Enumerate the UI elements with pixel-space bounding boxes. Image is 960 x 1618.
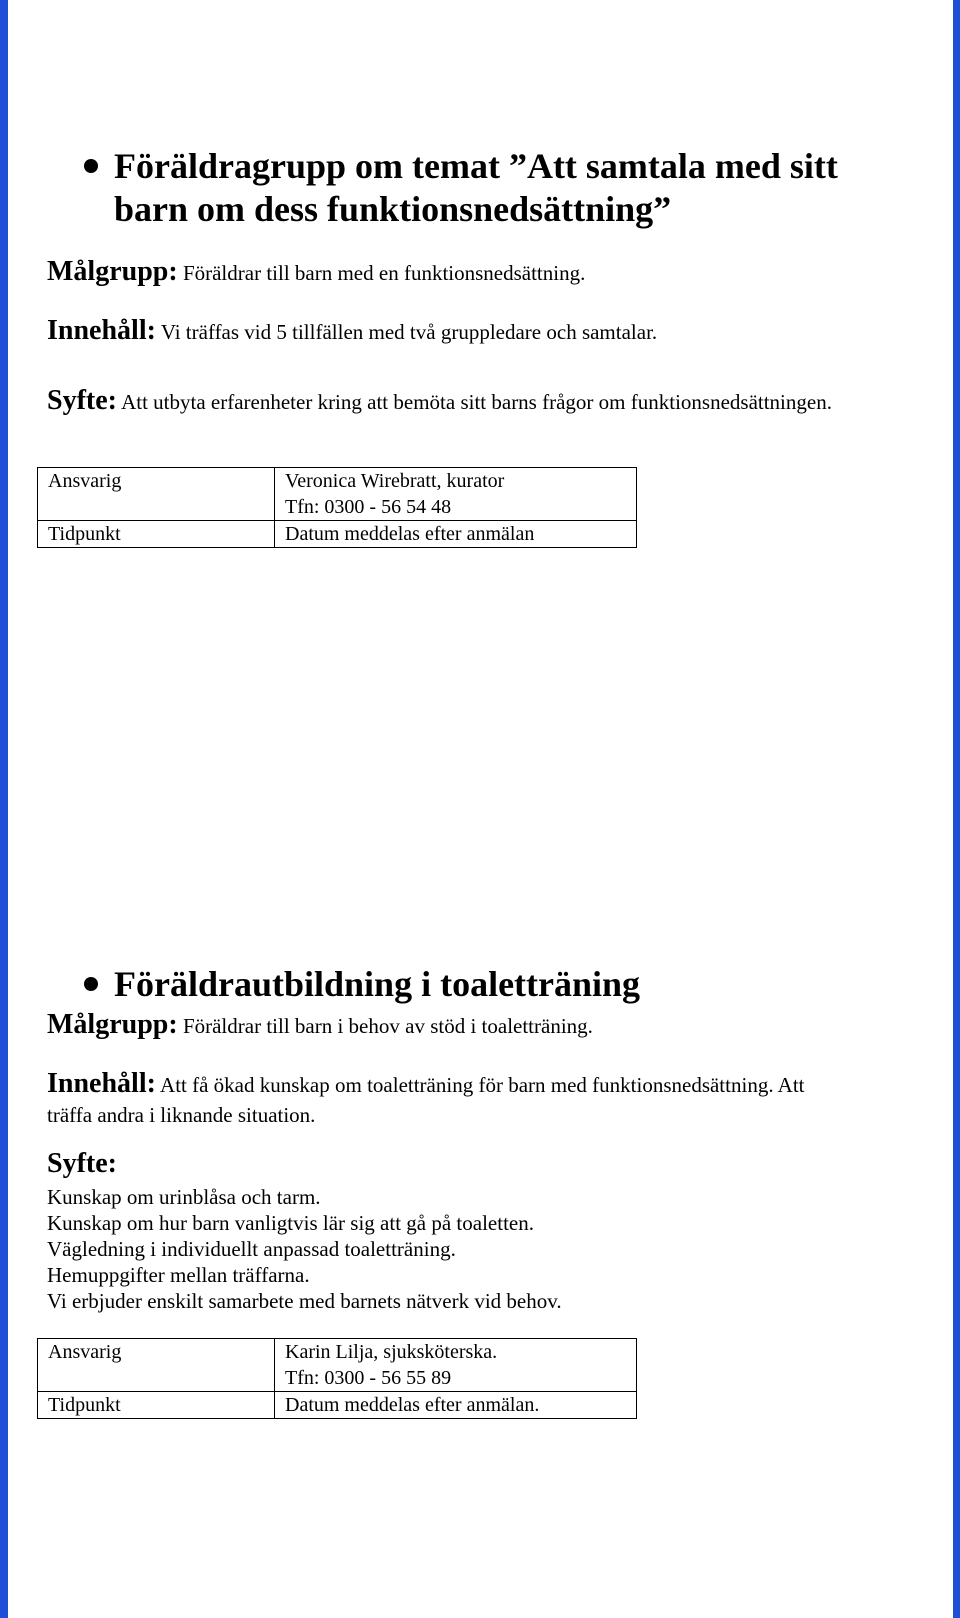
page-border-right [953, 0, 960, 1618]
malgrupp-label: Målgrupp: [47, 1009, 178, 1040]
innehall-text: Att få ökad kunskap om toaletträning för barn med funktionsnedsättning. Att [160, 1073, 805, 1097]
section2-info-table [37, 1338, 637, 1419]
section1-title-line1: Föräldragrupp om temat ”Att samtala med sitt [114, 146, 838, 186]
section2-syfte-label: Syfte: [47, 1148, 117, 1179]
syfte-item: Hemuppgifter mellan träffarna. [47, 1263, 310, 1287]
syfte-item: Kunskap om hur barn vanligtvis lär sig att gå på toaletten. [47, 1211, 534, 1235]
bullet-icon [84, 159, 98, 173]
ansvarig-name: Veronica Wirebratt, kurator [285, 470, 505, 492]
ansvarig-label: Ansvarig [38, 1339, 275, 1392]
table-row [38, 1339, 637, 1392]
section2-title: Föräldrautbildning i toaletträning [114, 964, 641, 1004]
table-row [38, 468, 637, 521]
ansvarig-value [275, 468, 637, 521]
innehall-label: Innehåll: [47, 315, 156, 346]
innehall-label: Innehåll: [47, 1068, 156, 1099]
section1-innehall [47, 317, 657, 346]
syfte-text: Att utbyta erfarenheter kring att bemöta sitt barns frågor om funktionsnedsättningen. [121, 390, 832, 414]
section1-info-table [37, 467, 637, 548]
ansvarig-label: Ansvarig [38, 468, 275, 521]
section2-malgrupp [47, 1011, 593, 1040]
ansvarig-name: Karin Lilja, sjuksköterska. [285, 1341, 498, 1363]
tidpunkt-label: Tidpunkt [38, 521, 275, 548]
syfte-item: Vi erbjuder enskilt samarbete med barnets nätverk vid behov. [47, 1289, 562, 1313]
malgrupp-text: Föräldrar till barn i behov av stöd i toaletträning. [182, 1014, 593, 1038]
page-border-left [0, 0, 8, 1618]
section1-title-line2: barn om dess funktionsnedsättning” [114, 189, 672, 229]
section2-innehall-cont: träffa andra i liknande situation. [47, 1103, 316, 1127]
tidpunkt-value: Datum meddelas efter anmälan [275, 521, 637, 548]
innehall-text: Vi träffas vid 5 tillfällen med två gruppledare och samtalar. [160, 320, 658, 344]
malgrupp-label: Målgrupp: [47, 256, 178, 287]
syfte-label: Syfte: [47, 385, 117, 416]
syfte-item: Kunskap om urinblåsa och tarm. [47, 1185, 321, 1209]
tidpunkt-value: Datum meddelas efter anmälan. [275, 1392, 637, 1419]
ansvarig-phone: Tfn: 0300 - 56 55 89 [285, 1367, 452, 1389]
syfte-item: Vägledning i individuellt anpassad toaletträning. [47, 1237, 456, 1261]
bullet-icon [84, 977, 98, 991]
ansvarig-value [275, 1339, 637, 1392]
table-row [38, 1392, 637, 1419]
section1-syfte [47, 387, 832, 416]
malgrupp-text: Föräldrar till barn med en funktionsnedsättning. [182, 261, 586, 285]
section2-innehall [47, 1070, 805, 1099]
tidpunkt-label: Tidpunkt [38, 1392, 275, 1419]
ansvarig-phone: Tfn: 0300 - 56 54 48 [285, 496, 452, 518]
section1-malgrupp [47, 258, 585, 287]
table-row [38, 521, 637, 548]
